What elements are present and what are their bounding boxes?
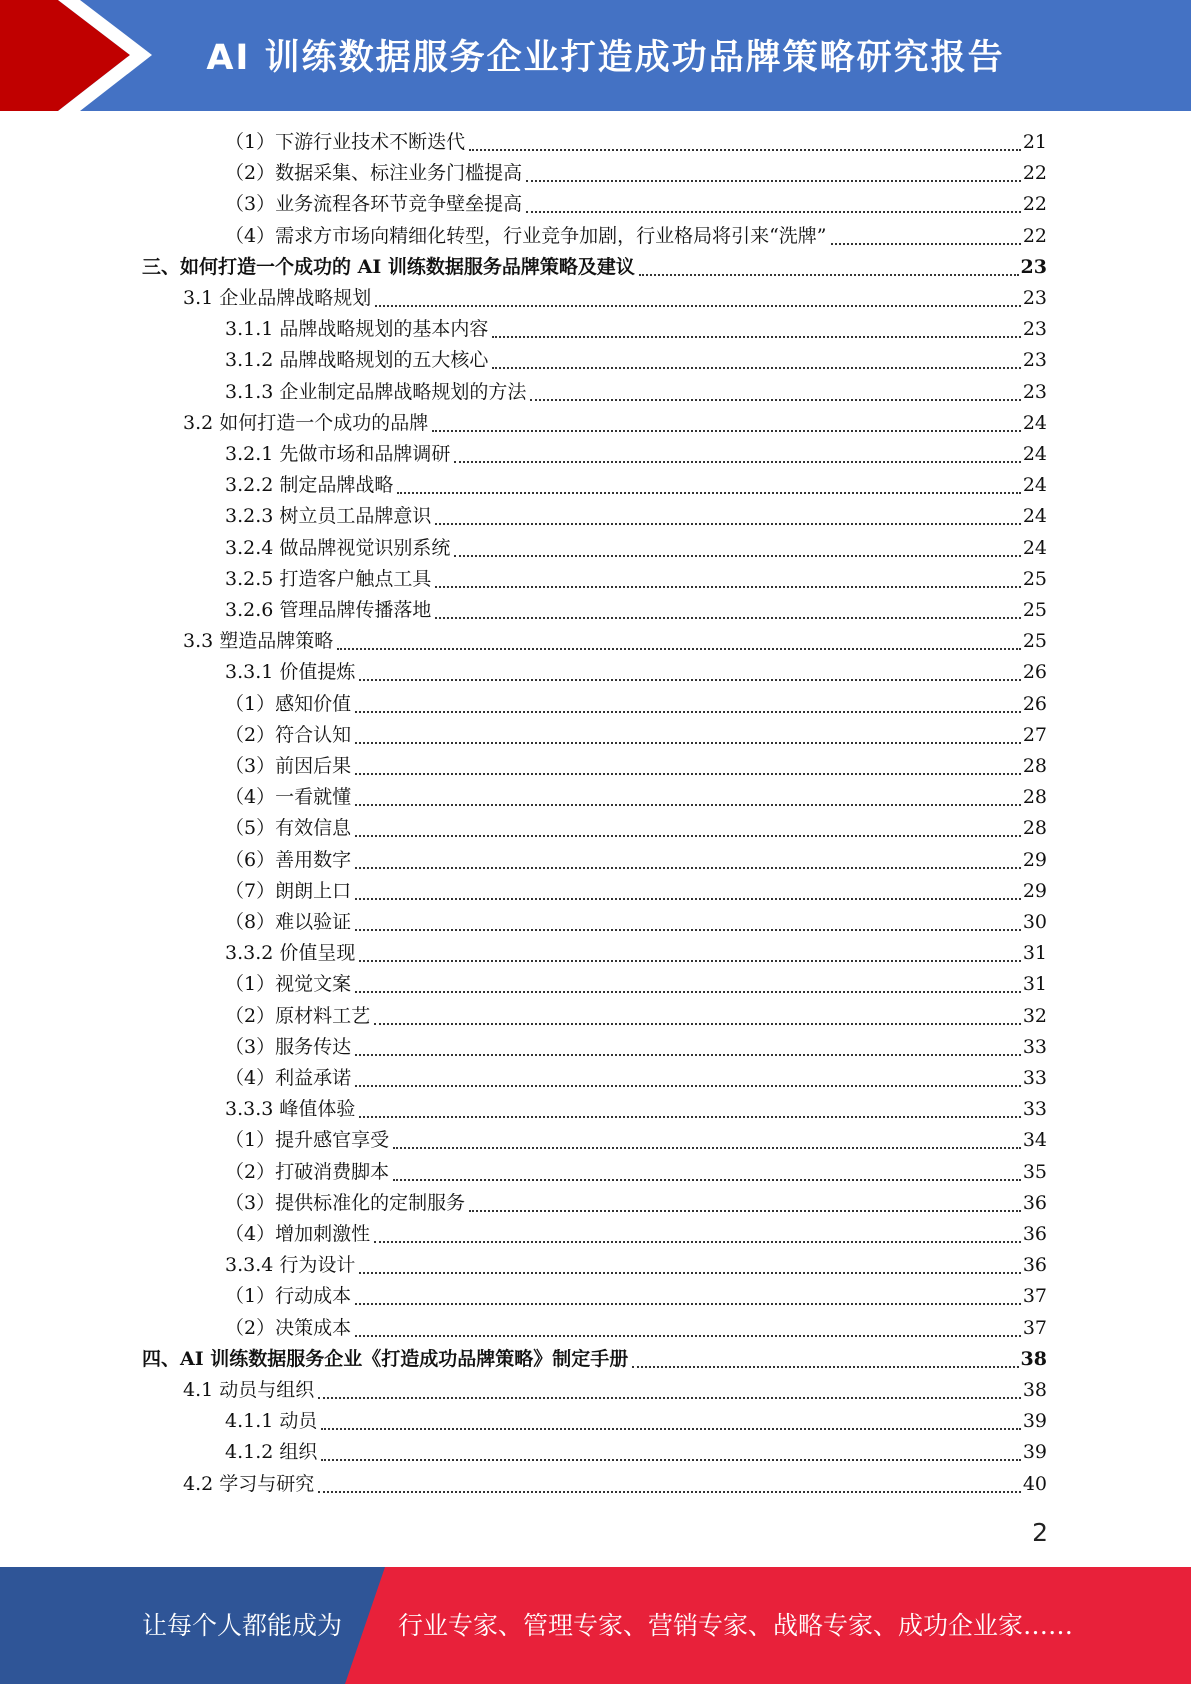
toc-entry[interactable] xyxy=(225,189,1047,220)
toc-entry-page: 24 xyxy=(1022,474,1047,496)
toc-entry-label: （3）服务传达 xyxy=(225,1036,352,1058)
toc-entry-label: （4）需求方市场向精细化转型，行业竞争加剧，行业格局将引来“洗牌” xyxy=(225,225,827,247)
toc-entry-page: 28 xyxy=(1022,755,1047,777)
toc-entry-label: 4.1.1 动员 xyxy=(225,1410,318,1432)
toc-entry-label: 四、AI 训练数据服务企业《打造成功品牌策略》制定手册 xyxy=(142,1348,629,1370)
toc-dot-leader xyxy=(359,960,1020,962)
toc-entry[interactable] xyxy=(225,1250,1047,1281)
toc-entry[interactable] xyxy=(183,1469,1047,1500)
toc-entry-label: （1）感知价值 xyxy=(225,693,352,715)
toc-entry-label: （1）下游行业技术不断迭代 xyxy=(225,131,466,153)
toc-entry-page: 25 xyxy=(1022,599,1047,621)
toc-entry-label: （3）前因后果 xyxy=(225,755,352,777)
toc-dot-leader xyxy=(337,648,1021,650)
toc-dot-leader xyxy=(374,1241,1021,1243)
toc-dot-leader xyxy=(355,1303,1021,1305)
toc-entry-label: （1）提升感官享受 xyxy=(225,1129,390,1151)
toc-dot-leader xyxy=(492,336,1020,338)
toc-entry-label: 三、如何打造一个成功的 AI 训练数据服务品牌策略及建议 xyxy=(142,256,635,278)
toc-entry-label: （5）有效信息 xyxy=(225,817,352,839)
toc-dot-leader xyxy=(355,1054,1021,1056)
toc-entry[interactable] xyxy=(225,470,1047,501)
toc-entry[interactable] xyxy=(225,938,1047,969)
header-title: AI 训练数据服务企业打造成功品牌策略研究报告 xyxy=(206,38,1005,78)
toc-entry-label: 3.3 塑造品牌策略 xyxy=(183,630,334,652)
toc-entry-page: 31 xyxy=(1022,942,1047,964)
toc-entry-label: 4.1 动员与组织 xyxy=(183,1379,315,1401)
toc-entry-page: 25 xyxy=(1022,568,1047,590)
toc-entry[interactable] xyxy=(225,751,1047,782)
toc-entry[interactable] xyxy=(183,408,1047,439)
toc-entry-page: 33 xyxy=(1022,1098,1047,1120)
toc-entry[interactable] xyxy=(225,377,1047,408)
toc-entry-page: 32 xyxy=(1022,1005,1047,1027)
toc-entry[interactable] xyxy=(225,969,1047,1000)
toc-entry[interactable] xyxy=(225,782,1047,813)
toc-entry-page: 24 xyxy=(1022,505,1047,527)
toc-entry-label: 3.1 企业品牌战略规划 xyxy=(183,287,372,309)
toc-entry-label: （1）行动成本 xyxy=(225,1285,352,1307)
toc-entry[interactable] xyxy=(225,1125,1047,1156)
toc-entry[interactable] xyxy=(142,252,1047,283)
toc-entry[interactable] xyxy=(225,1094,1047,1125)
toc-entry-page: 22 xyxy=(1022,193,1047,215)
toc-dot-leader xyxy=(831,243,1021,245)
toc-entry-page: 33 xyxy=(1022,1036,1047,1058)
toc-dot-leader xyxy=(355,991,1021,993)
toc-entry[interactable] xyxy=(225,314,1047,345)
toc-entry-page: 39 xyxy=(1022,1410,1047,1432)
toc-entry-label: （2）原材料工艺 xyxy=(225,1005,371,1027)
footer-slogan-right: 行业专家、管理专家、营销专家、战略专家、成功企业家…… xyxy=(398,1611,1074,1640)
toc-dot-leader xyxy=(355,867,1021,869)
toc-entry-label: 4.1.2 组织 xyxy=(225,1441,318,1463)
toc-dot-leader xyxy=(321,1428,1020,1430)
toc-entry[interactable] xyxy=(183,283,1047,314)
toc-entry-page: 24 xyxy=(1022,443,1047,465)
toc-dot-leader xyxy=(454,461,1020,463)
toc-dot-leader xyxy=(530,399,1020,401)
toc-entry[interactable] xyxy=(225,689,1047,720)
toc-entry-page: 38 xyxy=(1020,1348,1047,1370)
toc-entry-label: 3.1.2 品牌战略规划的五大核心 xyxy=(225,349,489,371)
toc-entry-page: 23 xyxy=(1022,318,1047,340)
toc-entry[interactable] xyxy=(225,595,1047,626)
toc-entry-label: （3）业务流程各环节竞争壁垒提高 xyxy=(225,193,523,215)
toc-entry[interactable] xyxy=(225,564,1047,595)
toc-entry-page: 28 xyxy=(1022,817,1047,839)
toc-entry-label: 4.2 学习与研究 xyxy=(183,1473,315,1495)
toc-entry-label: 3.3.1 价值提炼 xyxy=(225,661,356,683)
toc-dot-leader xyxy=(359,679,1020,681)
toc-dot-leader xyxy=(321,1459,1020,1461)
toc-entry-page: 34 xyxy=(1022,1129,1047,1151)
toc-dot-leader xyxy=(359,1116,1020,1118)
toc-entry[interactable] xyxy=(225,127,1047,158)
toc-entry[interactable] xyxy=(225,501,1047,532)
toc-entry-label: 3.3.2 价值呈现 xyxy=(225,942,356,964)
toc-entry[interactable] xyxy=(225,876,1047,907)
toc-entry-label: 3.2.2 制定品牌战略 xyxy=(225,474,394,496)
toc-entry[interactable] xyxy=(183,1375,1047,1406)
toc-entry-label: 3.3.3 峰值体验 xyxy=(225,1098,356,1120)
toc-entry-label: 3.2.5 打造客户触点工具 xyxy=(225,568,432,590)
toc-entry[interactable] xyxy=(225,221,1047,252)
toc-entry[interactable] xyxy=(183,626,1047,657)
toc-dot-leader xyxy=(355,898,1021,900)
toc-dot-leader xyxy=(432,430,1021,432)
toc-entry-label: 3.1.1 品牌战略规划的基本内容 xyxy=(225,318,489,340)
toc-entry[interactable] xyxy=(225,345,1047,376)
toc-dot-leader xyxy=(469,149,1021,151)
toc-entry-page: 33 xyxy=(1022,1067,1047,1089)
toc-entry-page: 37 xyxy=(1022,1285,1047,1307)
toc-entry[interactable] xyxy=(225,439,1047,470)
toc-entry-page: 38 xyxy=(1022,1379,1047,1401)
toc-entry-page: 23 xyxy=(1020,256,1047,278)
toc-dot-leader xyxy=(492,367,1020,369)
toc-entry-label: （4）一看就懂 xyxy=(225,786,352,808)
toc-entry-page: 28 xyxy=(1022,786,1047,808)
toc-entry-page: 25 xyxy=(1022,630,1047,652)
toc-entry-label: （4）利益承诺 xyxy=(225,1067,352,1089)
toc-entry-label: 3.2.6 管理品牌传播落地 xyxy=(225,599,432,621)
toc-entry-label: （8）难以验证 xyxy=(225,911,352,933)
toc-dot-leader xyxy=(435,523,1020,525)
toc-dot-leader xyxy=(469,1210,1021,1212)
toc-entry-label: 3.2.1 先做市场和品牌调研 xyxy=(225,443,451,465)
toc-entry-label: （2）决策成本 xyxy=(225,1317,352,1339)
toc-entry-page: 30 xyxy=(1022,911,1047,933)
toc-dot-leader xyxy=(355,773,1021,775)
toc-entry-label: （3）提供标准化的定制服务 xyxy=(225,1192,466,1214)
toc-entry[interactable] xyxy=(225,533,1047,564)
toc-entry-page: 35 xyxy=(1022,1161,1047,1183)
page-footer xyxy=(0,1567,1191,1684)
toc-entry-label: （7）朗朗上口 xyxy=(225,880,352,902)
toc-entry[interactable] xyxy=(142,1344,1047,1375)
toc-dot-leader xyxy=(355,742,1021,744)
toc-entry-page: 29 xyxy=(1022,849,1047,871)
toc-dot-leader xyxy=(526,180,1021,182)
toc-entry-label: 3.2.4 做品牌视觉识别系统 xyxy=(225,537,451,559)
toc-entry-page: 37 xyxy=(1022,1317,1047,1339)
toc-entry-page: 36 xyxy=(1022,1192,1047,1214)
toc-dot-leader xyxy=(355,1085,1021,1087)
toc-dot-leader xyxy=(359,1272,1020,1274)
toc-dot-leader xyxy=(526,211,1021,213)
toc-entry-label: 3.2 如何打造一个成功的品牌 xyxy=(183,412,429,434)
toc-entry-label: （4）增加刺激性 xyxy=(225,1223,371,1245)
toc-entry-page: 23 xyxy=(1022,287,1047,309)
toc-entry[interactable] xyxy=(225,845,1047,876)
toc-dot-leader xyxy=(639,274,1019,276)
toc-dot-leader xyxy=(355,1335,1021,1337)
toc-dot-leader xyxy=(355,804,1021,806)
toc-entry-page: 40 xyxy=(1022,1473,1047,1495)
toc-entry-label: （2）数据采集、标注业务门槛提高 xyxy=(225,162,523,184)
toc-dot-leader xyxy=(375,305,1021,307)
toc-dot-leader xyxy=(435,586,1020,588)
toc-entry[interactable] xyxy=(225,907,1047,938)
toc-entry-page: 23 xyxy=(1022,349,1047,371)
toc-dot-leader xyxy=(318,1491,1021,1493)
toc-entry-page: 36 xyxy=(1022,1254,1047,1276)
toc-entry-page: 26 xyxy=(1022,661,1047,683)
toc-entry-page: 27 xyxy=(1022,724,1047,746)
toc-dot-leader xyxy=(318,1397,1021,1399)
toc-entry[interactable] xyxy=(225,1188,1047,1219)
toc-entry[interactable] xyxy=(225,1219,1047,1250)
toc-entry-page: 22 xyxy=(1022,162,1047,184)
toc-dot-leader xyxy=(355,835,1021,837)
toc-entry[interactable] xyxy=(225,1313,1047,1344)
toc-dot-leader xyxy=(435,617,1020,619)
toc-dot-leader xyxy=(355,711,1021,713)
toc-entry-page: 31 xyxy=(1022,973,1047,995)
toc-entry-page: 24 xyxy=(1022,412,1047,434)
toc-dot-leader xyxy=(393,1147,1021,1149)
toc-dot-leader xyxy=(374,1023,1021,1025)
toc-entry[interactable] xyxy=(225,1157,1047,1188)
toc-entry-page: 24 xyxy=(1022,537,1047,559)
toc-entry-label: 3.3.4 行为设计 xyxy=(225,1254,356,1276)
page-number: 2 xyxy=(1032,1518,1048,1547)
toc-entry-page: 39 xyxy=(1022,1441,1047,1463)
toc-entry-label: （1）视觉文案 xyxy=(225,973,352,995)
toc-dot-leader xyxy=(355,929,1021,931)
toc-entry-label: （2）符合认知 xyxy=(225,724,352,746)
toc-entry[interactable] xyxy=(225,158,1047,189)
footer-slogan-left: 让每个人都能成为 xyxy=(142,1611,343,1640)
toc-dot-leader xyxy=(454,555,1020,557)
toc-entry-page: 26 xyxy=(1022,693,1047,715)
toc-entry-label: 3.2.3 树立员工品牌意识 xyxy=(225,505,432,527)
toc-entry[interactable] xyxy=(225,1437,1047,1468)
toc-dot-leader xyxy=(393,1179,1021,1181)
toc-entry[interactable] xyxy=(225,720,1047,751)
toc-entry-page: 29 xyxy=(1022,880,1047,902)
toc-dot-leader xyxy=(397,492,1020,494)
toc-entry[interactable] xyxy=(225,657,1047,688)
toc-entry[interactable] xyxy=(225,1406,1047,1437)
toc-dot-leader xyxy=(632,1366,1018,1368)
toc-entry-label: 3.1.3 企业制定品牌战略规划的方法 xyxy=(225,381,527,403)
toc-entry[interactable] xyxy=(225,1281,1047,1312)
toc-entry[interactable] xyxy=(225,1032,1047,1063)
toc-entry-label: （6）善用数字 xyxy=(225,849,352,871)
toc-entry-page: 21 xyxy=(1022,131,1047,153)
toc-entry[interactable] xyxy=(225,1001,1047,1032)
toc-entry-page: 36 xyxy=(1022,1223,1047,1245)
toc-entry[interactable] xyxy=(225,1063,1047,1094)
toc-entry-page: 22 xyxy=(1022,225,1047,247)
page-header xyxy=(0,0,1191,111)
toc-entry-label: （2）打破消费脚本 xyxy=(225,1161,390,1183)
toc-entry-page: 23 xyxy=(1022,381,1047,403)
toc-entry[interactable] xyxy=(225,813,1047,844)
